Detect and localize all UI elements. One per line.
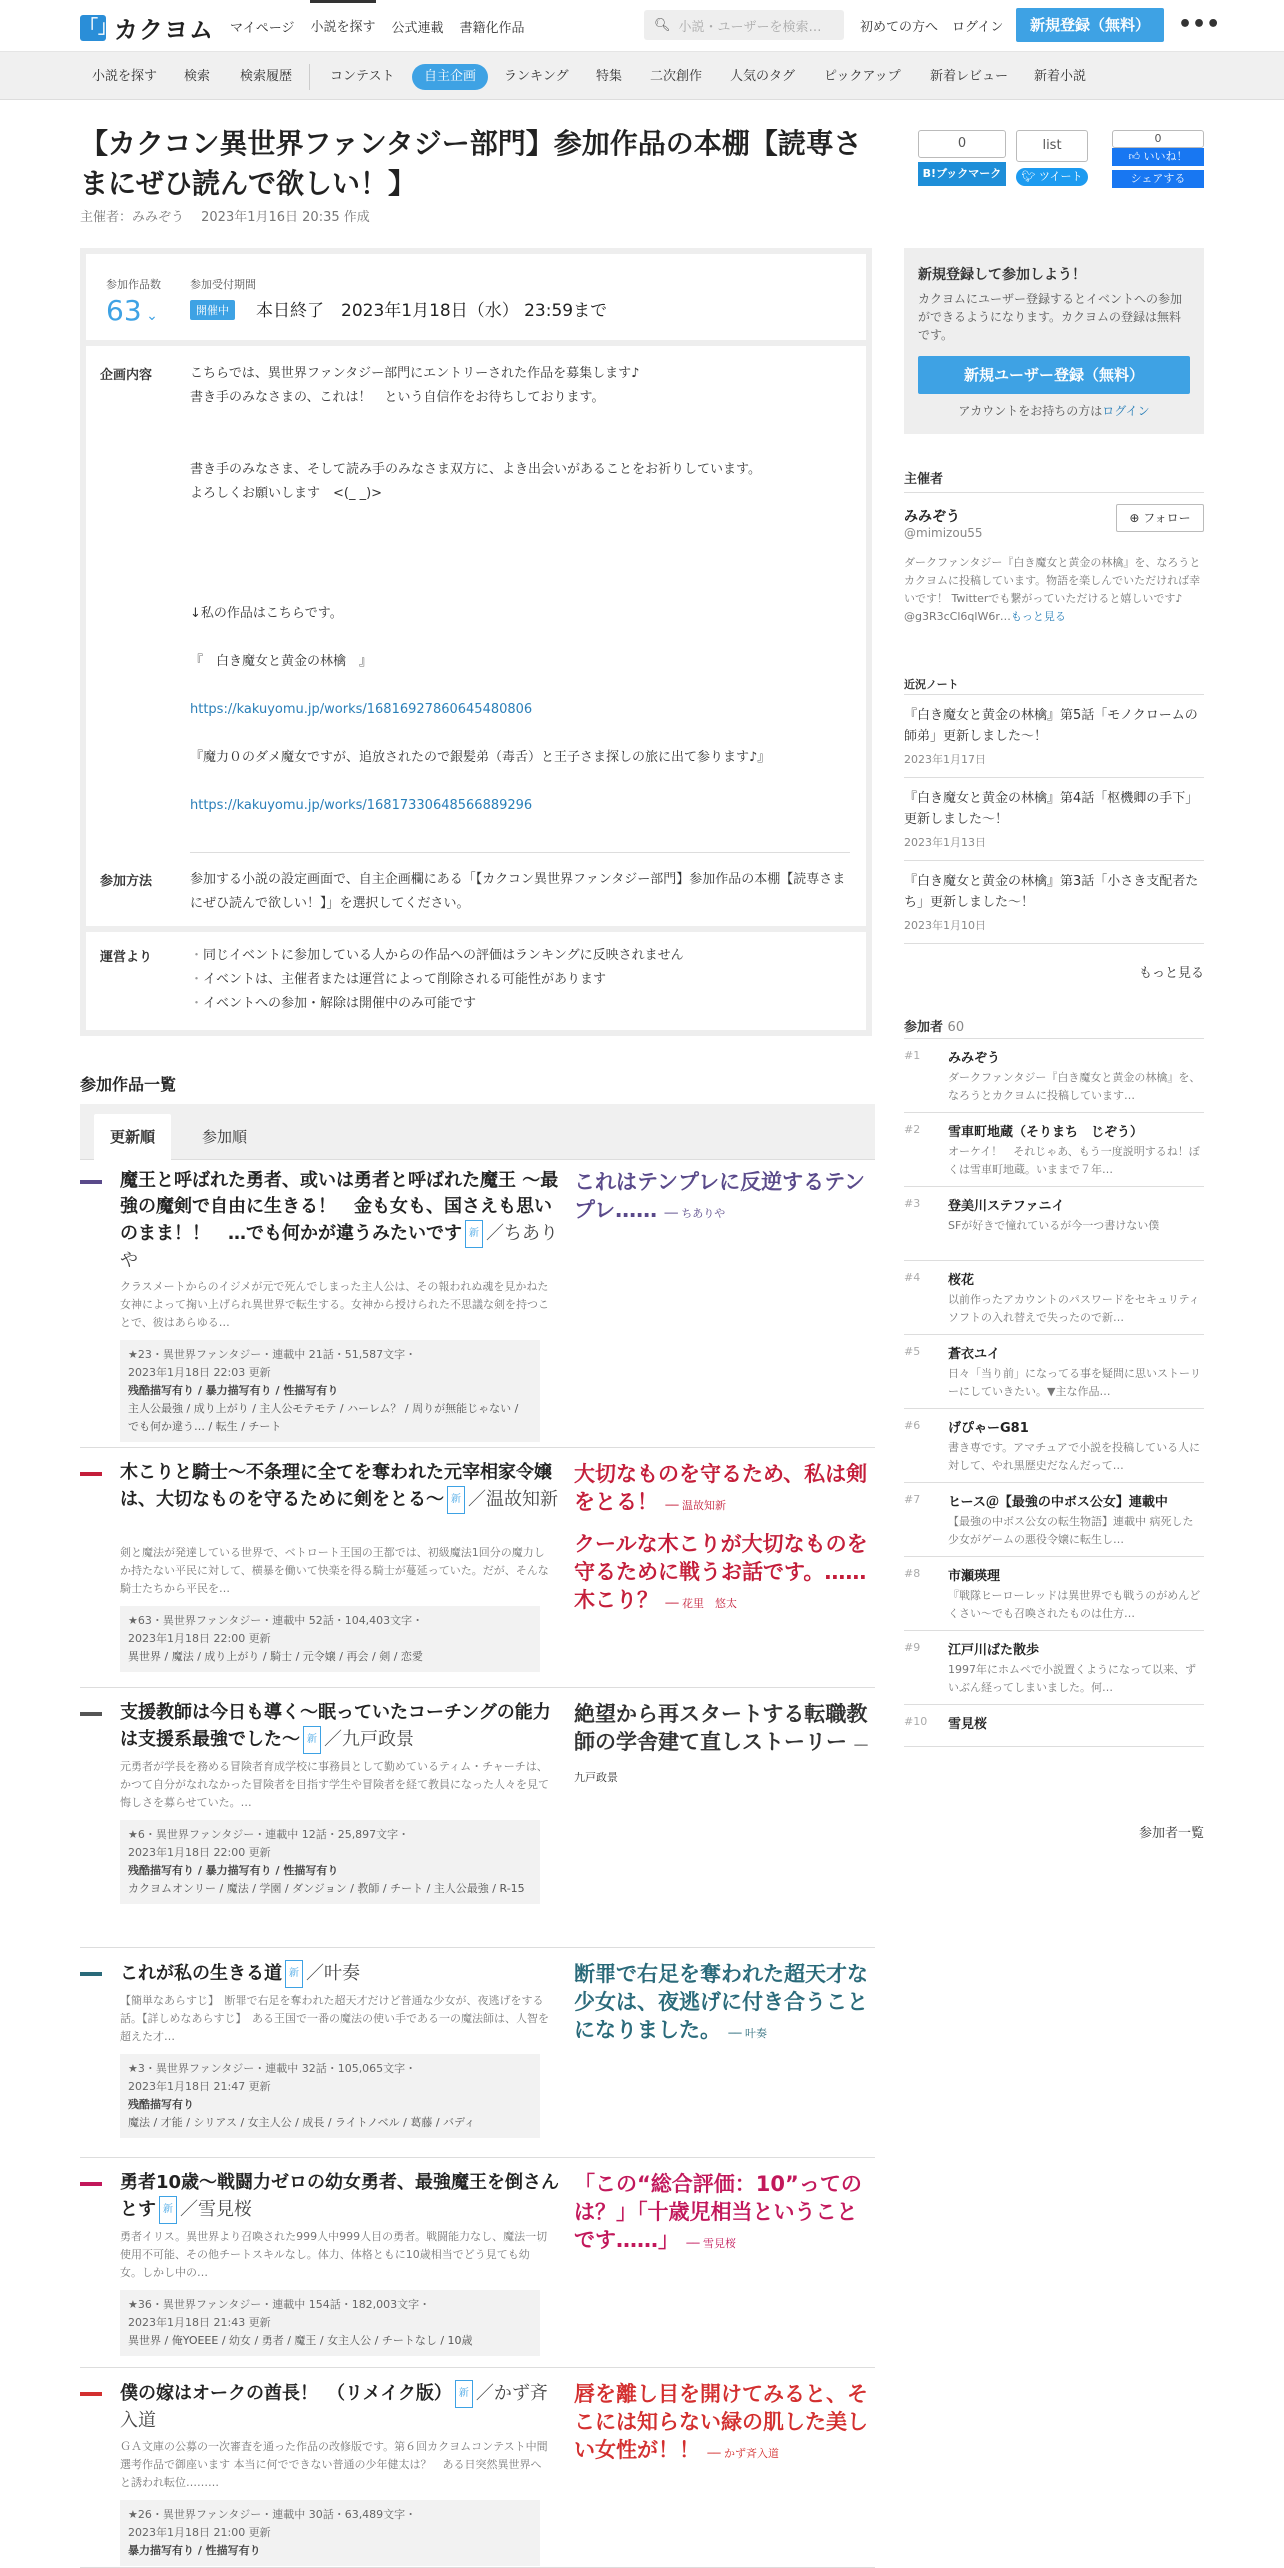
page-title: 【カクコン異世界ファンタジー部門】参加作品の本棚【読専さまにぜひ読んで欲しい！】 (80, 127, 862, 200)
subnav-new[interactable]: 新着小説 (1034, 69, 1087, 84)
organizer-desc: ダークファンタジー『白き魔女と黄金の林檎』を、なろうとカクヨムに投稿しています。物語を楽しんでいただければ幸いです！ Twitterでも繋がっていただけると嬉しいです♪ @g3R3cCl6qlW6r…もっと見る (904, 556, 1201, 623)
top-nav (230, 0, 525, 52)
join-box (904, 248, 1204, 434)
subnav-ranking[interactable]: ランキング (504, 69, 569, 84)
work-author: ／ちありや (120, 1223, 558, 1271)
tab-joined[interactable]: 参加順 (202, 1128, 248, 1146)
nav-official[interactable]: 公式連載 (391, 20, 444, 36)
logo[interactable] (80, 10, 214, 45)
work-desc: 【簡単なあらすじ】 断罪で右足を奪われた超天才だけど普通な少女が、夜逃げをする話。【詳しめなあらすじ】 ある王国で一番の魔法の使い手である一の魔法師は、人智を超えた才… (120, 1994, 549, 2043)
member-item[interactable]: #2 雪車町地蔵（そりまち じぞう） オーケイ！ それじゃあ、もう一度説明するね！ぼくは雪車町地蔵。いままで７年… (904, 1113, 1204, 1187)
method-text: 参加する小説の設定画面で、自主企画欄にある「【カクコン異世界ファンタジー部門】参加作品の本棚【読専さまにぜひ読んで欲しい！】」を選択してください。 (190, 872, 846, 911)
period-label: 参加受付期間 (190, 278, 256, 291)
bookmark-label: B!ブックマーク (918, 162, 1006, 186)
new-badge: 新 (303, 1726, 321, 1754)
content-line: 書き手のみなさま、そして読み手のみなさま双方に、よき出会いがあることをお祈りしています。 (190, 462, 761, 477)
chevron-down-icon: ⌄ (141, 308, 158, 324)
new-badge: 新 (447, 1486, 465, 1514)
content-line (190, 674, 850, 698)
nav-search-novels[interactable]: 小説を探す (310, 0, 375, 52)
method-label: 参加方法 (100, 874, 153, 889)
new-badge: 新 (465, 1220, 483, 1248)
content-label: 企画内容 (100, 368, 153, 383)
catchphrase: これはテンプレに反逆するテンプレ…… ── ちありや (574, 1170, 866, 1222)
work-desc: 剣と魔法が発達している世界で、ベトロート王国の王都では、初級魔法1回分の魔力しか持たない平民に対して、横暴を働いて快楽を得る騎士が蔓延っていた。だが、そんな騎士たちから平民を… (120, 1546, 549, 1595)
work-stats: ★23・異世界ファンタジー・連載中 21話・51,587文字・ 2023年1月18日 22:03 更新 残酷描写有り / 暴力描写有り / 性描写有り 主人公最強 / 成り上がり / 主人公モテモテ / ハーレム？ / 周りが無能じゃない / でも何か違う… / 転生 / チート (120, 1340, 540, 1442)
rules-label: 運営より (100, 950, 153, 965)
facebook-like[interactable] (1112, 130, 1204, 188)
content-line (190, 554, 850, 578)
work-link[interactable]: https://kakuyomu.jp/works/16816927860645480806 (190, 702, 533, 717)
work-author: ／九戸政景 (324, 1729, 414, 1750)
content-line (190, 722, 850, 746)
member-item[interactable]: #1 みみぞう ダークファンタジー『白き魔女と黄金の林檎』を、なろうとカクヨムに投稿しています… (904, 1039, 1204, 1113)
member-item[interactable]: #9 江戸川ばた散歩 1997年にホムペで小説置くようになって以来、ずいぶん経ってしまいました。何… (904, 1631, 1204, 1705)
tweet-button[interactable] (1016, 130, 1088, 186)
rules-row (86, 932, 866, 1032)
sub-nav (0, 52, 1284, 100)
member-item[interactable]: #4 桜花 以前作ったアカウントのパスワードをセキュリティソフトの入れ替えで失ったので新… (904, 1261, 1204, 1335)
new-badge: 新 (455, 2380, 473, 2408)
nav-mypage[interactable]: マイページ (230, 20, 295, 36)
work-title[interactable]: 支援教師は今日も導く〜眠っていたコーチングの能力は支援系最強でした〜 新 ／九戸政景 (120, 1700, 560, 1754)
member-item[interactable]: #8 市瀬瑛理 『戦隊ヒーローレッドは異世界でも戦うのがめんどくさい〜でも召喚されたものは仕方… (904, 1557, 1204, 1631)
member-item[interactable]: #5 蒼衣ユイ 日々「当り前」になってる事を疑問に思いストーリーにしていきたい。▼主な作品… (904, 1335, 1204, 1409)
catchphrase: 断罪で右足を奪われた超天才な少女は、夜逃げに付き合うことになりました。 ── 叶奏 (574, 1962, 868, 2042)
entry-count[interactable]: 63 ⌄ (106, 294, 158, 327)
work-desc: 元勇者が学長を務める冒険者育成学校に事務員として勤めているティム・チャーチは、かつて自分がなれなかった冒険者を目指す学生や冒険者を経て教員になった人々を見て悔しさを募らせていた。… (120, 1760, 549, 1809)
rule-item: ・ 同じイベントに参加している人からの作品への評価はランキングに反映されません (190, 944, 850, 968)
content-line (190, 626, 850, 650)
method-row (86, 856, 866, 926)
organizer-line: 主催者：みみぞう 2023年1月16日 20:35 作成 (80, 210, 370, 225)
note-item[interactable]: 『白き魔女と黄金の林檎』第3話「小さき支配者たち」更新しました〜！ 2023年1月10日 (904, 861, 1204, 944)
content-line (190, 506, 850, 530)
search-placeholder: 小説・ユーザーを検索… (678, 19, 822, 35)
organizer-name[interactable]: みみぞう (904, 509, 960, 525)
notes-heading: 近況ノート (904, 678, 959, 691)
members-count: 60 (947, 1020, 965, 1035)
work-title[interactable]: 木こりと騎士〜不条理に全てを奪われた元宰相家令嬢は、大切なものを守るために剣をとる〜 新 ／温故知新 (120, 1460, 560, 1514)
catchphrase: 大切なものを守るため、私は剣をとる！ ── 温故知新 クールな木こりが大切なものを守るために戦うお話です。……木こり？ ── 花里 悠太 (574, 1462, 868, 1612)
subnav-derivative[interactable]: 二次創作 (650, 69, 703, 84)
work-title[interactable]: 僕の嫁はオークの酋長！ （リメイク版） 新 ／かず斉入道 (120, 2380, 560, 2434)
follow-button[interactable]: ⊕ フォロー (1116, 504, 1204, 532)
event-info (80, 248, 872, 1036)
member-item[interactable]: #6 げぴゃーG81 書き専です。アマチュアで小説を投稿している人に対して、やれ黒歴史だなんだって… (904, 1409, 1204, 1483)
logo-mark: 「」 (80, 15, 106, 41)
new-badge: 新 (285, 1960, 303, 1988)
work-author: ／温故知新 (468, 1489, 558, 1510)
work-title[interactable]: 勇者10歳〜戦闘力ゼロの幼女勇者、最強魔王を倒さんとす 新 ／雪見桜 (120, 2170, 560, 2224)
list-label: list (1016, 130, 1088, 162)
catchphrase: 唇を離し目を開けてみると、そこには知らない緑の肌した美しい女性が！！ ── かず斉入道 (574, 2382, 868, 2462)
member-item[interactable]: #10 雪見桜 (904, 1705, 1204, 1747)
catchphrase: 「この“総合評価：10”ってのは？」「十歳児相当ということです……」 ── 雪見桜 (574, 2172, 862, 2252)
genre-bar (80, 1472, 102, 1476)
subnav-feature[interactable]: 特集 (596, 69, 623, 84)
subnav-divider (309, 64, 310, 90)
work-link[interactable]: https://kakuyomu.jp/works/16817330648566889296 (190, 798, 533, 813)
work-item (80, 2380, 875, 2568)
notes-more-link[interactable]: もっと見る (1138, 966, 1204, 981)
work-item (80, 1168, 875, 1448)
share-label: シェアする (1112, 170, 1204, 188)
genre-bar (80, 2392, 102, 2396)
like-label: 👍︎ いいね！ (1112, 148, 1204, 166)
work-stats: ★63・異世界ファンタジー・連載中 52話・104,403文字・ 2023年1月18日 22:00 更新 異世界 / 魔法 / 成り上がり / 騎士 / 元令嬢 / 再会 / 剣 / 恋愛 (120, 1606, 540, 1672)
search-icon: 🔍︎ (654, 17, 671, 33)
work-stats: ★3・異世界ファンタジー・連載中 32話・105,065文字・ 2023年1月18日 21:47 更新 残酷描写有り 魔法 / 才能 / シリアス / 女主人公 / 成長 / ライトノベル / 葛藤 / バディ (120, 2054, 540, 2138)
work-stats: ★26・異世界ファンタジー・連載中 30話・63,489文字・ 2023年1月18日 21:00 更新 暴力描写有り / 性描写有り (120, 2500, 540, 2566)
rules-list (190, 944, 850, 1016)
organizer-heading: 主催者 (904, 472, 944, 487)
work-desc: 勇者イリス。異世界より召喚された999人中999人目の勇者。戦闘能力なし、魔法一切使用不可能、その他チートスキルなし。体力、体格ともに10歳相当でどう見ても幼女。しかし中の… (120, 2230, 548, 2279)
subnav-pickup[interactable]: ピックアップ (824, 69, 901, 84)
bookmark-count: 0 (918, 130, 1006, 158)
work-item (80, 2170, 875, 2368)
tab-updated[interactable]: 更新順 (94, 1114, 171, 1160)
works-heading: 参加作品一覧 (80, 1075, 177, 1094)
subnav-find[interactable]: 小説を探す (92, 69, 158, 84)
new-badge: 新 (159, 2196, 177, 2224)
work-stats: ★6・異世界ファンタジー・連載中 12話・25,897文字・ 2023年1月18日 22:00 更新 残酷描写有り / 暴力描写有り / 性描写有り カクヨムオンリー / 魔法 / 学園 / ダンジョン / 教師 / チート / 主人公最強 / R-15 (120, 1820, 540, 1904)
subnav-reviews[interactable]: 新着レビュー (930, 69, 1009, 84)
members-heading: 参加者 60 (904, 1020, 965, 1035)
work-desc: ＧＡ文庫の公募の一次審査を通った作品の改修版です。第６回カクヨムコンテスト中間選考作品で御座います 本当に何でできない普通の少年健太は？ ある日突然異世界へと誘われ転位……… (120, 2440, 548, 2489)
members-list (904, 1038, 1204, 1732)
member-item[interactable]: #3 登美川ステファニイ SFが好きで憧れているが今一つ書けない僕 (904, 1187, 1204, 1261)
sidebar-login-link[interactable]: ログイン (1102, 404, 1150, 418)
genre-bar (80, 1180, 102, 1184)
content-line (190, 770, 850, 794)
members-all-link[interactable]: 参加者一覧 (1138, 1826, 1204, 1841)
content-line: 書き手のみなさまの、これは！ という自信作をお待ちしております。 (190, 390, 605, 405)
work-stats: ★36・異世界ファンタジー・連載中 154話・182,003文字・ 2023年1月18日 21:43 更新 異世界 / 俺YOEEE / 幼女 / 勇者 / 魔王 / 女主人公 / チートなし / 10歳 (120, 2290, 540, 2356)
catchphrase: 絶望から再スタートする転職教師の学舎建て直しストーリー ── 九戸政景 (574, 1702, 868, 1784)
organizer-id: @mimizou55 (904, 526, 983, 540)
works-tabs (80, 1104, 875, 1160)
work-title[interactable]: 魔王と呼ばれた勇者、或いは勇者と呼ばれた魔王 〜最強の魔剣で自由に生きる！ 金も女も、国さえも思いのまま！！ …でも何かが違うみたいです 新 ／ちありや (120, 1170, 559, 1271)
hatena-bookmark[interactable] (918, 130, 1006, 186)
register-button[interactable]: 新規登録（無料） (1016, 8, 1164, 42)
subnav-tags[interactable]: 人気のタグ (730, 69, 796, 84)
subnav-contest[interactable]: コンテスト (330, 69, 395, 84)
join-title: 新規登録して参加しよう！ (918, 267, 1086, 283)
like-count: 0 (1112, 130, 1204, 148)
work-item (80, 1700, 875, 1948)
join-text: カクヨムにユーザー登録するとイベントへの参加ができるようになります。カクヨムの登録は無料です。 (918, 292, 1183, 342)
nav-books[interactable]: 書籍化作品 (459, 20, 525, 36)
note-item[interactable]: 『白き魔女と黄金の林檎』第4話「枢機卿の手下」更新しました〜！ 2023年1月13日 (904, 778, 1204, 861)
organizer-more-link[interactable]: もっと見る (1010, 610, 1066, 623)
genre-bar (80, 2182, 102, 2186)
logo-text: カクヨム (114, 16, 214, 44)
rule-item: ・ イベントは、主催者または運営によって削除される可能性があります (190, 968, 850, 992)
rule-item: ・ イベントへの参加・解除は開催中のみ可能です (190, 992, 850, 1016)
top-header (0, 0, 1284, 52)
content-line (190, 578, 850, 602)
member-item[interactable]: #7 ヒース＠【最強の中ボス公女】連載中 【最強の中ボス公女の転生物語】連載中 病死した少女がゲームの悪役令嬢に転生し… (904, 1483, 1204, 1557)
join-register-button[interactable]: 新規ユーザー登録（無料） (918, 356, 1190, 394)
work-title[interactable]: これが私の生きる道 新 ／叶奏 (120, 1960, 560, 1988)
work-author: ／かず斉入道 (120, 2383, 548, 2431)
status-badge: 開催中 (190, 300, 235, 320)
login-line: アカウントをお持ちの方はログイン (958, 404, 1150, 418)
work-author: ／叶奏 (306, 1963, 360, 1984)
work-item (80, 1460, 875, 1688)
more-menu-icon[interactable]: ••• (1178, 12, 1221, 37)
content-line (190, 530, 850, 554)
genre-bar (80, 1712, 102, 1716)
first-time-link[interactable]: 初めての方へ (860, 20, 939, 35)
content-line: ↓私の作品はこちらです。 (190, 606, 343, 621)
content-line: 『 白き魔女と黄金の林檎 』 (190, 654, 373, 669)
notes-list (904, 694, 1204, 944)
content-text (190, 362, 850, 818)
content-row (86, 346, 866, 846)
work-item (80, 1960, 875, 2158)
search-input[interactable] (644, 10, 844, 40)
note-item[interactable]: 『白き魔女と黄金の林檎』第5話「モノクロームの師弟」更新しました〜！ 2023年1月17日 (904, 695, 1204, 778)
content-line: こちらでは、異世界ファンタジー部門にエントリーされた作品を募集します♪ (190, 366, 640, 381)
subnav-history[interactable]: 検索履歴 (240, 69, 293, 84)
content-line: 『魔力０のダメ魔女ですが、追放されたので銀髪弟（毒舌）と王子さま探しの旅に出て参ります♪』 (190, 750, 771, 765)
deadline: 本日終了 2023年1月18日（水） 23:59まで (256, 301, 608, 321)
work-author: ／雪見桜 (180, 2199, 252, 2220)
content-line (190, 410, 850, 434)
tweet-label: 🐦︎ ツイート (1016, 168, 1088, 186)
user-plus-icon: ⊕ (1129, 511, 1140, 525)
content-line: よろしくお願いします <(_ _)> (190, 486, 383, 501)
subnav-search[interactable]: 検索 (184, 69, 211, 84)
login-link[interactable]: ログイン (952, 20, 1004, 35)
content-line (190, 434, 850, 458)
work-desc: クラスメートからのイジメが元で死んでしまった主人公は、その報われぬ魂を見かねた女神によって掬い上げられ異世界で転生する。女神から授けられた不思議な剣を持つことで、彼はあらゆる… (120, 1280, 549, 1329)
genre-bar (80, 1972, 102, 1976)
count-label: 参加作品数 (106, 278, 161, 291)
subnav-self-plan[interactable]: 自主企画 (412, 64, 488, 90)
